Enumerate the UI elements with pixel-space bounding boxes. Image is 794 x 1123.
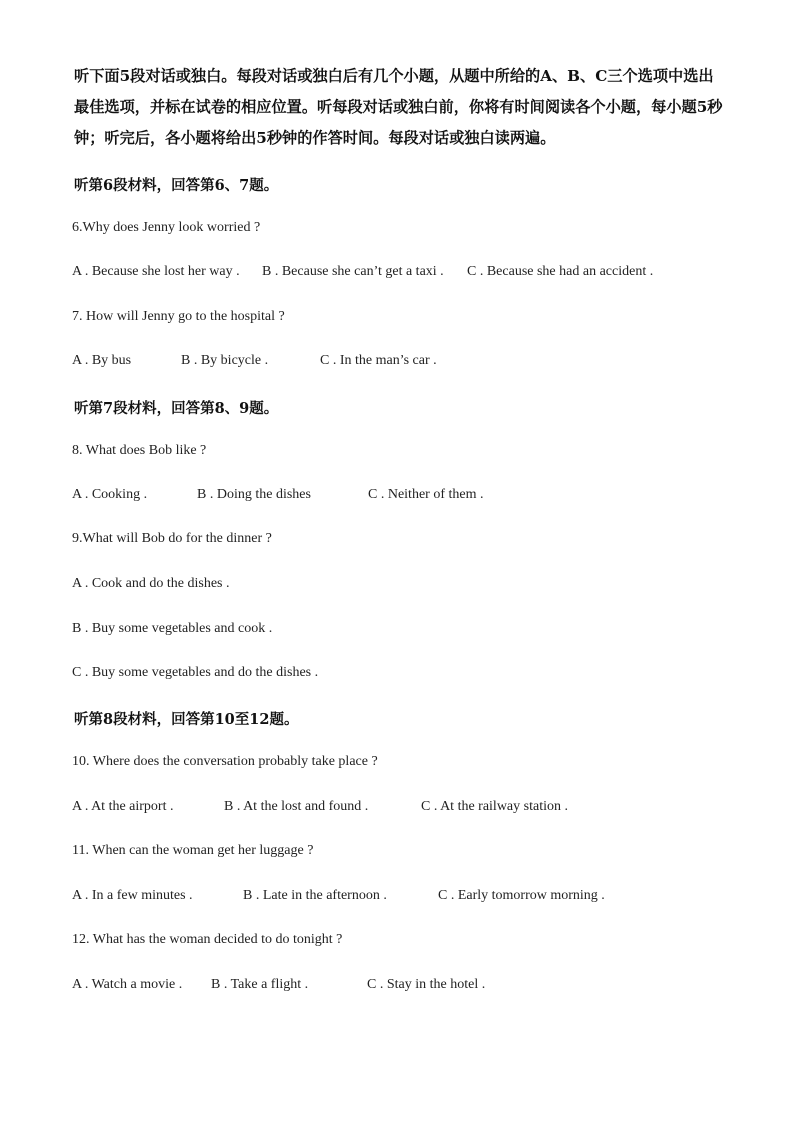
question-7-option-a: A . By bus xyxy=(72,353,132,368)
section-heading-7: 听第7段材料，回答第8、9题。 xyxy=(74,400,279,417)
section-heading-6: 听第6段材料，回答第6、7题。 xyxy=(74,177,279,194)
question-6-option-c: C . Because she had an accident . xyxy=(467,264,654,279)
question-10-option-a: A . At the airport . xyxy=(72,799,174,814)
question-10-option-c: C . At the railway station . xyxy=(421,799,568,814)
question-11-option-b: B . Late in the afternoon . xyxy=(243,888,387,903)
question-12-option-c: C . Stay in the hotel . xyxy=(367,977,486,992)
question-9-option-b: B . Buy some vegetables and cook . xyxy=(72,621,273,636)
question-8-option-a: A . Cooking . xyxy=(72,487,148,502)
question-8: 8. What does Bob like ? xyxy=(72,443,207,458)
question-9: 9.What will Bob do for the dinner ? xyxy=(72,531,272,546)
question-9-option-a: A . Cook and do the dishes . xyxy=(72,576,230,591)
question-7-option-b: B . By bicycle . xyxy=(181,353,269,368)
question-11: 11. When can the woman get her luggage ? xyxy=(72,843,314,858)
question-8-option-b: B . Doing the dishes xyxy=(197,487,311,502)
question-10-option-b: B . At the lost and found . xyxy=(224,799,369,814)
question-11-option-a: A . In a few minutes . xyxy=(72,888,193,903)
question-12: 12. What has the woman decided to do tonight ? xyxy=(72,932,343,947)
question-12-option-b: B . Take a flight . xyxy=(211,977,309,992)
question-12-option-a: A . Watch a movie . xyxy=(72,977,183,992)
question-7-option-c: C . In the man’s car . xyxy=(320,353,437,368)
question-6-option-b: B . Because she can’t get a taxi . xyxy=(262,264,444,279)
question-6: 6.Why does Jenny look worried ? xyxy=(72,220,261,235)
question-6-option-a: A . Because she lost her way . xyxy=(72,264,240,279)
question-7: 7. How will Jenny go to the hospital ? xyxy=(72,309,285,324)
section-heading-8: 听第8段材料，回答第10至12题。 xyxy=(74,711,299,728)
question-10: 10. Where does the conversation probably take place ? xyxy=(72,754,378,769)
question-8-option-c: C . Neither of them . xyxy=(368,487,484,502)
instructions-paragraph: 听下面5段对话或独白。每段对话或独白后有几个小题，从题中所给的A、B、C三个选项中选出最佳选项，并标在试卷的相应位置。听每段对话或独白前，你将有时间阅读各个小题，每小题5秒钟；听完后，各小题将给出5秒钟的作答时间。每段对话或独白读两遍。 xyxy=(74,67,723,147)
question-11-option-c: C . Early tomorrow morning . xyxy=(438,888,605,903)
question-9-option-c: C . Buy some vegetables and do the dishes . xyxy=(72,665,319,680)
